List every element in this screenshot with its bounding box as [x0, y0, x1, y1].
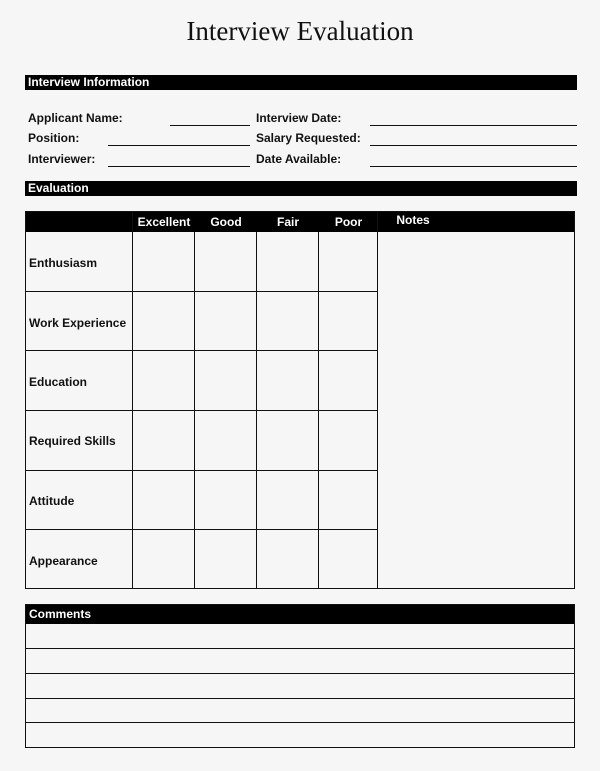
evaluation-table — [25, 211, 575, 589]
comment-line — [26, 698, 574, 699]
position-field[interactable] — [108, 145, 250, 146]
interview-date-field[interactable] — [370, 125, 577, 126]
salary-requested-label: Salary Requested: — [256, 131, 361, 145]
grid-line — [26, 529, 378, 530]
comment-line — [26, 673, 574, 674]
comment-line — [26, 648, 574, 649]
column-poor: Poor — [334, 215, 363, 229]
interviewer-label: Interviewer: — [28, 152, 96, 166]
row-appearance: Appearance — [29, 554, 98, 568]
interview-date-label: Interview Date: — [256, 111, 342, 125]
interviewer-field[interactable] — [108, 166, 250, 167]
applicant-name-field[interactable] — [170, 125, 250, 126]
row-attitude: Attitude — [29, 494, 75, 508]
row-work-experience: Work Experience — [29, 316, 127, 330]
grid-line — [377, 212, 378, 588]
comments-header: Comments — [26, 605, 574, 624]
date-available-label: Date Available: — [256, 152, 342, 166]
page-title: Interview Evaluation — [186, 16, 414, 46]
evaluation-table-header — [26, 212, 574, 232]
applicant-name-label: Applicant Name: — [28, 111, 123, 125]
row-enthusiasm: Enthusiasm — [29, 256, 98, 270]
grid-line — [26, 350, 378, 351]
grid-line — [26, 470, 378, 471]
column-notes: Notes — [396, 213, 430, 227]
salary-requested-field[interactable] — [370, 145, 577, 146]
comments-box[interactable] — [25, 604, 575, 748]
grid-line — [132, 212, 133, 588]
evaluation-header: Evaluation — [25, 181, 577, 196]
date-available-field[interactable] — [370, 166, 577, 167]
column-excellent: Excellent — [137, 215, 191, 229]
grid-line — [26, 410, 378, 411]
grid-line — [26, 291, 378, 292]
interview-info-header: Interview Information — [25, 75, 577, 90]
row-education: Education — [29, 375, 88, 389]
row-required-skills: Required Skills — [29, 434, 116, 448]
column-good: Good — [210, 215, 242, 229]
column-fair: Fair — [276, 215, 299, 229]
comment-line — [26, 722, 574, 723]
position-label: Position: — [28, 131, 80, 145]
